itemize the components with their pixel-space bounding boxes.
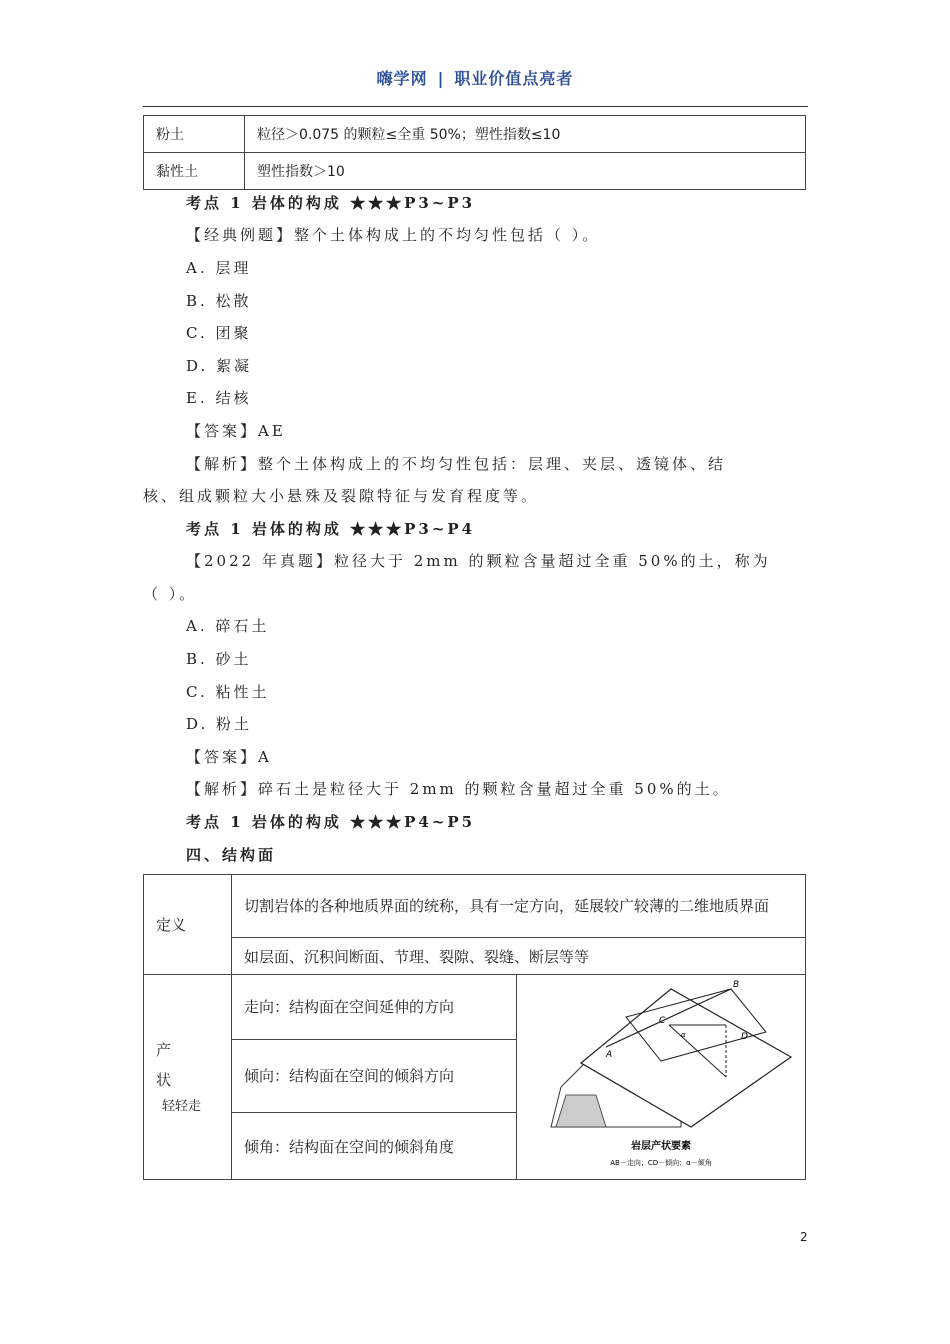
option-item: C. 粘性土 xyxy=(186,683,270,701)
header-rule xyxy=(143,106,808,107)
attitude-label: 状 xyxy=(156,1071,172,1089)
attitude-label: 产 xyxy=(156,1041,172,1059)
table-row xyxy=(144,116,806,153)
table-cell: 倾向：结构面在空间的倾斜方向 xyxy=(232,1039,517,1112)
option-item: B. 砂土 xyxy=(186,650,252,668)
question-text: （ ）。 xyxy=(143,585,198,603)
figure-label: C xyxy=(659,1016,666,1026)
table-row xyxy=(144,975,806,1040)
option-item: A. 层理 xyxy=(186,259,252,277)
analysis-text: 核、组成颗粒大小悬殊及裂隙特征与发育程度等。 xyxy=(143,487,540,505)
table-cell: 切割岩体的各种地质界面的统称，具有一定方向，延展较广较薄的二维地质界面 xyxy=(232,875,806,938)
answer-text: 【答案】AE xyxy=(186,422,286,440)
figure-label: α xyxy=(681,1031,686,1039)
option-item: D. 粉土 xyxy=(186,715,253,733)
analysis-text: 【解析】碎石土是粒径大于 2mm 的颗粒含量超过全重 50%的土。 xyxy=(186,780,731,798)
figure-label: B xyxy=(733,980,740,990)
attitude-label-cell xyxy=(144,975,232,1180)
table-cell: 如层面、沉积间断面、节理、裂隙、裂缝、断层等等 xyxy=(232,938,806,975)
structure-plane-table xyxy=(143,874,806,1180)
analysis-text: 【解析】整个土体构成上的不均匀性包括：层理、夹层、透镜体、结 xyxy=(186,455,727,473)
option-item: D. 絮凝 xyxy=(186,357,253,375)
header-separator: | xyxy=(437,69,445,88)
figure-title: 岩层产状要素 xyxy=(631,1141,691,1152)
kaodian-heading: 考点 1 岩体的构成 ★★★P3~P4 xyxy=(186,520,476,538)
table-row xyxy=(144,938,806,975)
section-heading: 四、结构面 xyxy=(186,846,277,864)
table-cell: 定义 xyxy=(144,875,232,975)
kaodian-heading: 考点 1 岩体的构成 ★★★P3~P3 xyxy=(186,194,476,212)
figure-label: A xyxy=(606,1050,613,1060)
table-cell: 黏性土 xyxy=(144,153,245,190)
figure-caption: AB－走向；CD－倾向；α－倾角 xyxy=(610,1159,712,1167)
figure-cell xyxy=(517,975,806,1180)
table-cell: 粉土 xyxy=(144,116,245,153)
page-header xyxy=(0,66,950,89)
kaodian-heading: 考点 1 岩体的构成 ★★★P4~P5 xyxy=(186,813,476,831)
table-cell: 塑性指数＞10 xyxy=(245,153,806,190)
question-text: 【经典例题】整个土体构成上的不均匀性包括（ ）。 xyxy=(186,226,601,244)
rock-attitude-figure xyxy=(521,977,801,1173)
soil-table xyxy=(143,115,806,190)
option-item: A. 碎石土 xyxy=(186,617,270,635)
page-number: 2 xyxy=(800,1230,808,1244)
table-cell: 走向：结构面在空间延伸的方向 xyxy=(232,975,517,1040)
option-item: E. 结核 xyxy=(186,389,252,407)
table-row xyxy=(144,875,806,938)
table-row xyxy=(144,153,806,190)
table-cell: 倾角：结构面在空间的倾斜角度 xyxy=(232,1113,517,1180)
mnemonic-text: 轻轻走 xyxy=(162,1099,202,1114)
figure-label: D xyxy=(741,1032,748,1042)
table-cell: 粒径＞0.075 的颗粒≤全重 50%；塑性指数≤10 xyxy=(245,116,806,153)
option-item: C. 团聚 xyxy=(186,324,252,342)
question-text: 【2022 年真题】粒径大于 2mm 的颗粒含量超过全重 50%的土，称为 xyxy=(186,552,771,570)
option-item: B. 松散 xyxy=(186,292,252,310)
answer-text: 【答案】A xyxy=(186,748,272,766)
brand-slogan: 职业价值点亮者 xyxy=(454,69,574,88)
brand-name: 嗨学网 xyxy=(376,69,428,88)
